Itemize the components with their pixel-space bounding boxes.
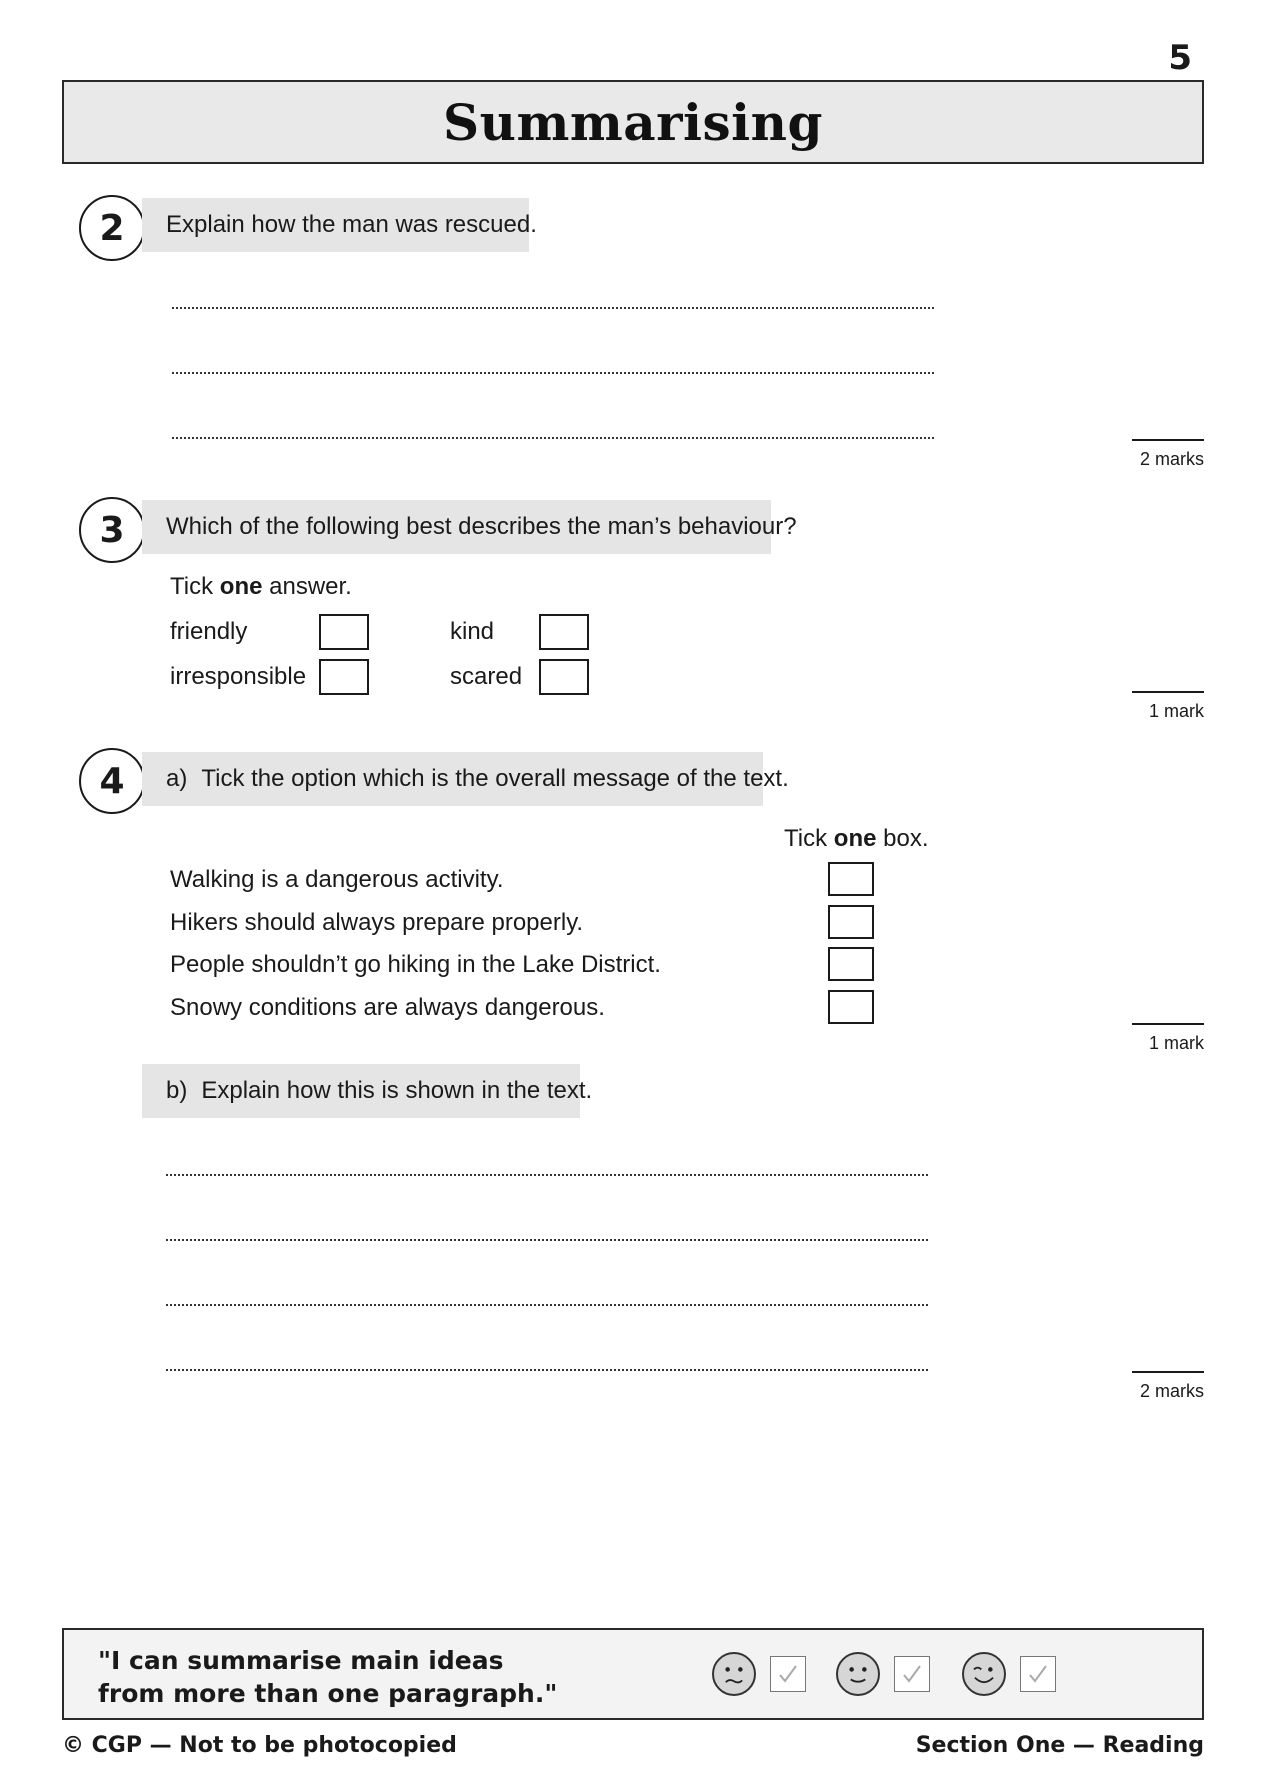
tick-box-kind[interactable] (539, 614, 589, 650)
self-assessment-quote: "I can summarise main ideas from more than one paragraph." (98, 1646, 558, 1708)
tick-box-option-3[interactable] (828, 947, 874, 981)
check-box-happy[interactable] (1020, 1656, 1056, 1692)
tick-box-option-1[interactable] (828, 862, 874, 896)
happy-face-icon (962, 1652, 1006, 1696)
self-assessment-box (62, 1628, 1204, 1720)
option-label: kind (450, 618, 495, 645)
answer-line[interactable] (166, 1239, 928, 1241)
option-label: Snowy conditions are always dangerous. (170, 994, 605, 1021)
page-title: Summarising (443, 92, 823, 152)
answer-line[interactable] (166, 1174, 928, 1176)
tick-box-option-2[interactable] (828, 905, 874, 939)
marks-label: 2 marks (1132, 1371, 1204, 1402)
question-3-prompt-box (142, 500, 797, 554)
page-number: 5 (1168, 38, 1192, 78)
marks-label: 1 mark (1132, 1023, 1204, 1054)
question-2-prompt: Explain how the man was rescued. (166, 211, 537, 238)
answer-line[interactable] (166, 1369, 928, 1371)
option-label: People shouldn’t go hiking in the Lake District. (170, 951, 661, 978)
worried-face-icon (712, 1652, 756, 1696)
option-label: Hikers should always prepare properly. (170, 909, 584, 936)
option-label: scared (450, 663, 523, 690)
section-footer: Section One — Reading (915, 1733, 1204, 1758)
question-3-prompt: Which of the following best describes the man’s behaviour? (166, 513, 797, 540)
option-label: irresponsible (170, 663, 307, 690)
tick-box-friendly[interactable] (319, 614, 369, 650)
tick-instruction: Tick one answer. (170, 573, 352, 600)
check-box-worried[interactable] (770, 1656, 806, 1692)
answer-line[interactable] (172, 437, 934, 439)
answer-line[interactable] (166, 1304, 928, 1306)
marks-label: 2 marks (1132, 439, 1204, 470)
question-number-3: 3 (79, 497, 145, 563)
question-4a-prompt: Tick the option which is the overall message of the text. (201, 765, 789, 792)
question-number-4: 4 (79, 748, 145, 814)
option-label: Walking is a dangerous activity. (170, 866, 504, 893)
neutral-face-icon (836, 1652, 880, 1696)
part-label: b) (166, 1077, 188, 1104)
tick-box-option-4[interactable] (828, 990, 874, 1024)
title-banner (62, 80, 1204, 164)
option-label: friendly (170, 618, 248, 645)
question-2-prompt-box (142, 198, 537, 252)
tick-instruction: Tick one box. (784, 825, 929, 852)
answer-line[interactable] (172, 307, 934, 309)
answer-line[interactable] (172, 372, 934, 374)
question-number-2: 2 (79, 195, 145, 261)
tick-box-irresponsible[interactable] (319, 659, 369, 695)
tick-box-scared[interactable] (539, 659, 589, 695)
question-4b-prompt-box (142, 1064, 593, 1118)
part-label: a) (166, 765, 188, 792)
question-4a-prompt-box (142, 752, 789, 806)
check-box-neutral[interactable] (894, 1656, 930, 1692)
marks-label: 1 mark (1132, 691, 1204, 722)
question-4b-prompt: Explain how this is shown in the text. (201, 1077, 593, 1104)
copyright-footer: © CGP — Not to be photocopied (62, 1733, 457, 1758)
